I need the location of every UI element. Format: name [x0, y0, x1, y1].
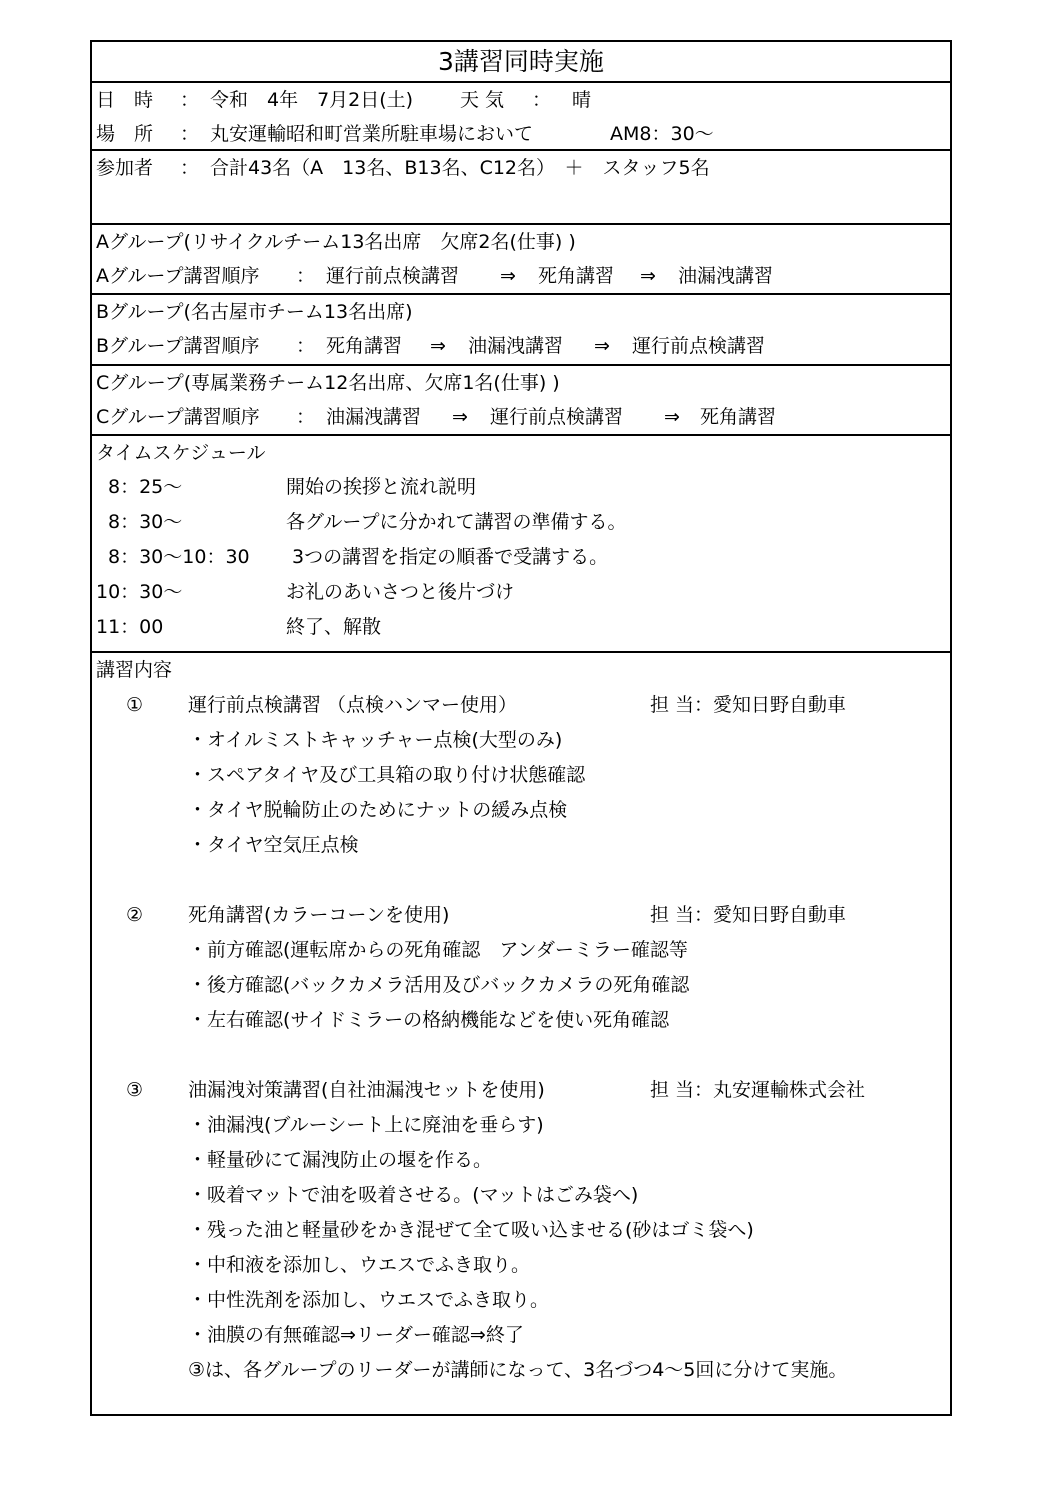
course-item-text: ・オイルミストキャッチャー点検(大型のみ)	[188, 729, 563, 751]
schedule-heading-row	[92, 436, 950, 470]
course-item	[92, 1283, 950, 1318]
arrow-icon: ⇒	[594, 335, 610, 357]
schedule-row	[92, 575, 950, 610]
schedule-time: 10：30～	[96, 581, 183, 603]
schedule-section	[92, 436, 950, 653]
date-colon: ：	[180, 89, 200, 111]
course-number: ③	[126, 1079, 144, 1101]
course-item-text: ・残った油と軽量砂をかき混ぜて全て吸い込ませる(砂はゴミ袋へ)	[188, 1219, 754, 1241]
group-a-order-2: 死角講習	[538, 265, 615, 287]
course-item-text: ・油漏洩(ブルーシート上に廃油を垂らす)	[188, 1114, 544, 1136]
document-sheet	[90, 40, 952, 1416]
group-b-order-3: 運行前点検講習	[632, 335, 766, 357]
arrow-icon: ⇒	[500, 265, 516, 287]
course-item	[92, 723, 950, 758]
group-b-order-label: Bグループ講習順序	[96, 335, 260, 357]
course-item-text: ・後方確認(バックカメラ活用及びバックカメラの死角確認	[188, 974, 690, 996]
participants-label: 参加者	[96, 157, 154, 179]
course-name: 油漏洩対策講習(自社油漏洩セットを使用)	[188, 1079, 545, 1101]
course-item-text: ・中性洗剤を添加し、ウエスでふき取り。	[188, 1289, 550, 1311]
weather-label: 天 気	[460, 89, 505, 111]
group-c-order-row	[92, 400, 950, 434]
place-label: 場 所	[96, 123, 154, 145]
course-in-charge: 担 当：愛知日野自動車	[650, 694, 847, 716]
course-row	[92, 687, 950, 723]
course-item	[92, 1178, 950, 1213]
place-row	[92, 117, 950, 151]
schedule-desc: お礼のあいさつと後片づけ	[286, 581, 515, 603]
document-title: 3講習同時実施	[438, 47, 604, 76]
group-c-section	[92, 366, 950, 436]
arrow-icon: ⇒	[640, 265, 656, 287]
group-c-order-3: 死角講習	[700, 406, 777, 428]
course-item	[92, 1213, 950, 1248]
course-item-text: ・スペアタイヤ及び工具箱の取り付け状態確認	[188, 764, 586, 786]
participants-row	[92, 151, 950, 185]
document-title-section	[92, 42, 950, 83]
date-label: 日 時	[96, 89, 154, 111]
course-item-text: ・油膜の有無確認⇒リーダー確認⇒終了	[188, 1324, 524, 1346]
group-a-section	[92, 225, 950, 295]
course-item	[92, 933, 950, 968]
course-item	[92, 1143, 950, 1178]
schedule-desc: 各グループに分かれて講習の準備する。	[286, 511, 627, 533]
group-a-order-3: 油漏洩講習	[678, 265, 774, 287]
schedule-desc: 終了、解散	[286, 616, 382, 638]
course-item-text: ・吸着マットで油を吸着させる。(マットはごみ袋へ)	[188, 1184, 639, 1206]
schedule-time: 11：00	[96, 616, 164, 638]
course-row	[92, 1073, 950, 1108]
schedule-desc: 開始の挨拶と流れ説明	[286, 476, 477, 498]
group-b-section	[92, 295, 950, 366]
course-item-text: ・左右確認(サイドミラーの格納機能などを使い死角確認	[188, 1009, 670, 1031]
group-c-header-row	[92, 366, 950, 400]
course-item	[92, 1003, 950, 1038]
place-time: AM8：30～	[610, 123, 714, 145]
weather-value: 晴	[572, 89, 592, 111]
group-a-header: Aグループ(リサイクルチーム13名出席 欠席2名(仕事) )	[96, 231, 576, 253]
course-row	[92, 898, 950, 933]
schedule-time: 8：30～10：30	[108, 546, 250, 568]
course-in-charge: 担 当：愛知日野自動車	[650, 904, 847, 926]
course-item-text: ・前方確認(運転席からの死角確認 アンダーミラー確認等	[188, 939, 688, 961]
group-a-order-row	[92, 259, 950, 293]
course-note-row	[92, 1353, 950, 1388]
course-item	[92, 968, 950, 1003]
group-c-order-colon: ：	[296, 406, 316, 428]
course-item	[92, 1108, 950, 1143]
schedule-row	[92, 470, 950, 505]
course-note: ③は、各グループのリーダーが講師になって、3名づつ4～5回に分けて実施。	[188, 1359, 848, 1381]
date-row	[92, 83, 950, 117]
weather-colon: ：	[532, 89, 552, 111]
course-item	[92, 828, 950, 863]
course-name: 運行前点検講習 （点検ハンマー使用）	[188, 694, 518, 716]
group-c-order-1: 油漏洩講習	[326, 406, 422, 428]
place-colon: ：	[180, 123, 200, 145]
group-b-order-2: 油漏洩講習	[468, 335, 564, 357]
group-b-order-colon: ：	[296, 335, 316, 357]
group-b-header-row	[92, 295, 950, 329]
participants-value: 合計43名（A 13名、B13名、C12名） ＋ スタッフ5名	[210, 157, 710, 179]
course-number: ②	[126, 904, 144, 926]
group-c-order-2: 運行前点検講習	[490, 406, 624, 428]
arrow-icon: ⇒	[430, 335, 446, 357]
content-section	[92, 653, 950, 1388]
group-c-header: Cグループ(専属業務チーム12名出席、欠席1名(仕事) )	[96, 372, 560, 394]
participants-section	[92, 151, 950, 225]
group-a-order-label: Aグループ講習順序	[96, 265, 260, 287]
content-heading-row	[92, 653, 950, 687]
schedule-desc: 3つの講習を指定の順番で受講する。	[292, 546, 609, 568]
participants-colon: ：	[180, 157, 200, 179]
arrow-icon: ⇒	[452, 406, 468, 428]
schedule-heading: タイムスケジュール	[96, 442, 266, 464]
content-heading: 講習内容	[96, 659, 173, 681]
spacer	[92, 863, 950, 898]
course-item	[92, 1318, 950, 1353]
group-b-order-row	[92, 329, 950, 363]
schedule-time: 8：25～	[108, 476, 183, 498]
group-a-header-row	[92, 225, 950, 259]
place-value: 丸安運輸昭和町営業所駐車場において	[210, 123, 534, 145]
spacer	[92, 1038, 950, 1073]
course-item-text: ・タイヤ空気圧点検	[188, 834, 359, 856]
schedule-row	[92, 505, 950, 540]
course-in-charge: 担 当：丸安運輸株式会社	[650, 1079, 866, 1101]
schedule-time: 8：30～	[108, 511, 183, 533]
group-c-order-label: Cグループ講習順序	[96, 406, 260, 428]
group-b-header: Bグループ(名古屋市チーム13名出席)	[96, 301, 413, 323]
course-item	[92, 1248, 950, 1283]
course-number: ①	[126, 694, 144, 716]
date-value: 令和 4年 7月2日(土)	[210, 89, 414, 111]
schedule-row	[92, 610, 950, 645]
course-item-text: ・軽量砂にて漏洩防止の堰を作る。	[188, 1149, 493, 1171]
course-name: 死角講習(カラーコーンを使用)	[188, 904, 450, 926]
course-item-text: ・中和液を添加し、ウエスでふき取り。	[188, 1254, 531, 1276]
info-section	[92, 83, 950, 151]
group-a-order-colon: ：	[296, 265, 316, 287]
course-item	[92, 793, 950, 828]
arrow-icon: ⇒	[664, 406, 680, 428]
group-b-order-1: 死角講習	[326, 335, 403, 357]
course-item-text: ・タイヤ脱輪防止のためにナットの緩み点検	[188, 799, 568, 821]
group-a-order-1: 運行前点検講習	[326, 265, 460, 287]
schedule-row	[92, 540, 950, 575]
course-item	[92, 758, 950, 793]
